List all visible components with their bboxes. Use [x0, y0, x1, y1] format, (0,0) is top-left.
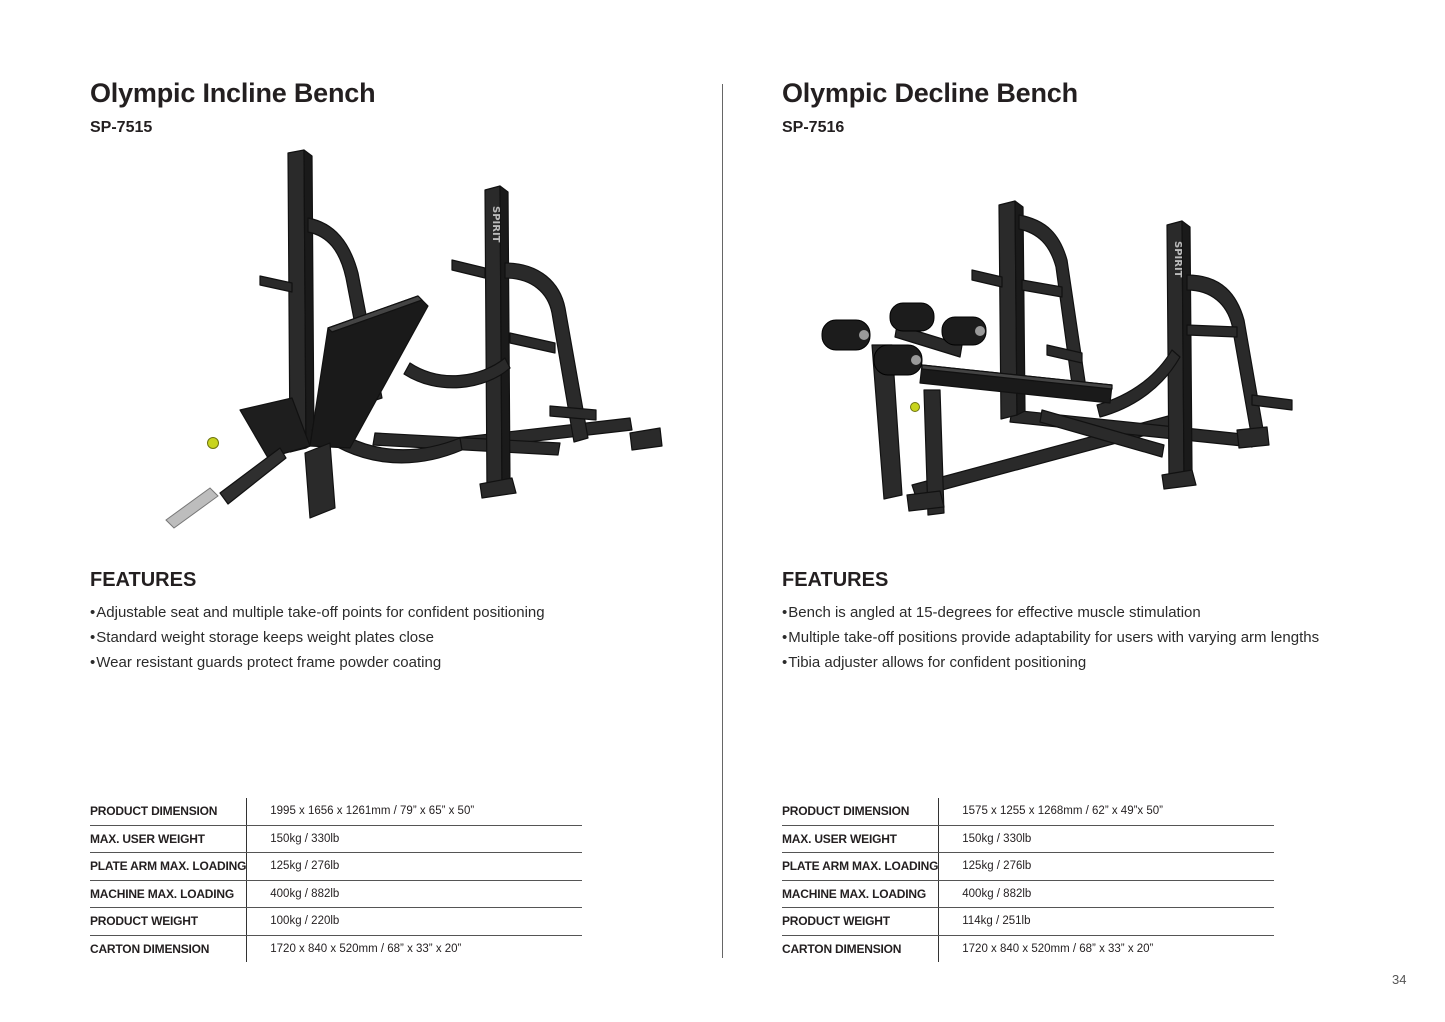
spec-value: 400kg / 882lb — [247, 880, 582, 908]
product-title: Olympic Decline Bench — [782, 78, 1078, 108]
spec-label: CARTON DIMENSION — [782, 941, 902, 956]
product-model-number: SP-7516 — [782, 119, 845, 136]
spec-value: 1720 x 840 x 520mm / 68” x 33” x 20” — [939, 935, 1274, 962]
spec-row — [90, 798, 582, 825]
product-title: Olympic Incline Bench — [90, 78, 376, 108]
spec-row — [90, 853, 582, 881]
spec-row — [90, 825, 582, 853]
spec-value: 400kg / 882lb — [939, 880, 1274, 908]
brand-mark: SPIRIT — [490, 206, 501, 243]
spec-label: MAX. USER WEIGHT — [90, 825, 247, 853]
specs-table — [782, 798, 1274, 962]
spec-label: CARTON DIMENSION — [90, 941, 210, 956]
feature-item: • Adjustable seat and multiple take-off points for confident positioning — [90, 600, 545, 625]
spec-label: MAX. USER WEIGHT — [782, 825, 939, 853]
page-number: 34 — [1392, 972, 1407, 987]
spec-value: 125kg / 276lb — [939, 853, 1274, 881]
product-decline-bench — [782, 0, 1382, 1022]
spec-label: PRODUCT WEIGHT — [782, 908, 939, 936]
spec-value: 125kg / 276lb — [247, 853, 582, 881]
spec-value: 150kg / 330lb — [247, 825, 582, 853]
feature-item: • Multiple take-off positions provide adaptability for users with varying arm lengths — [782, 625, 1319, 650]
spec-value: 1720 x 840 x 520mm / 68” x 33” x 20” — [247, 935, 582, 962]
spec-row — [782, 908, 1274, 936]
spec-value: 1995 x 1656 x 1261mm / 79” x 65” x 50” — [247, 798, 582, 825]
spec-row — [782, 825, 1274, 853]
brand-mark: SPIRIT — [1172, 241, 1183, 278]
spec-label: PRODUCT DIMENSION — [90, 798, 247, 825]
spec-label: PRODUCT DIMENSION — [782, 798, 939, 825]
features-heading: FEATURES — [90, 569, 197, 591]
spec-row — [782, 853, 1274, 881]
spec-row — [782, 880, 1274, 908]
spec-row — [782, 798, 1274, 825]
features-list — [782, 600, 1319, 675]
spec-row — [90, 880, 582, 908]
feature-item: • Wear resistant guards protect frame powder coating — [90, 650, 545, 675]
column-divider — [722, 84, 723, 958]
incline-bench-image — [160, 148, 680, 533]
feature-item: • Bench is angled at 15-degrees for effective muscle stimulation — [782, 600, 1319, 625]
product-incline-bench — [90, 0, 690, 1022]
spec-value: 114kg / 251lb — [939, 908, 1274, 936]
spec-label: PLATE ARM MAX. LOADING — [90, 853, 247, 881]
spec-label: PRODUCT WEIGHT — [90, 908, 247, 936]
spec-row — [90, 935, 582, 962]
spec-row — [782, 935, 1274, 962]
spec-value: 100kg / 220lb — [247, 908, 582, 936]
spec-label: PLATE ARM MAX. LOADING — [782, 853, 939, 881]
spec-label: MACHINE MAX. LOADING — [90, 880, 247, 908]
spec-value: 150kg / 330lb — [939, 825, 1274, 853]
specs-table — [90, 798, 582, 962]
features-heading: FEATURES — [782, 569, 889, 591]
spec-row — [90, 908, 582, 936]
decline-bench-image — [812, 195, 1302, 525]
features-list — [90, 600, 545, 675]
feature-item: • Standard weight storage keeps weight plates close — [90, 625, 545, 650]
spec-label: MACHINE MAX. LOADING — [782, 880, 939, 908]
product-model-number: SP-7515 — [90, 119, 153, 136]
feature-item: • Tibia adjuster allows for confident positioning — [782, 650, 1319, 675]
spec-value: 1575 x 1255 x 1268mm / 62” x 49”x 50” — [939, 798, 1274, 825]
